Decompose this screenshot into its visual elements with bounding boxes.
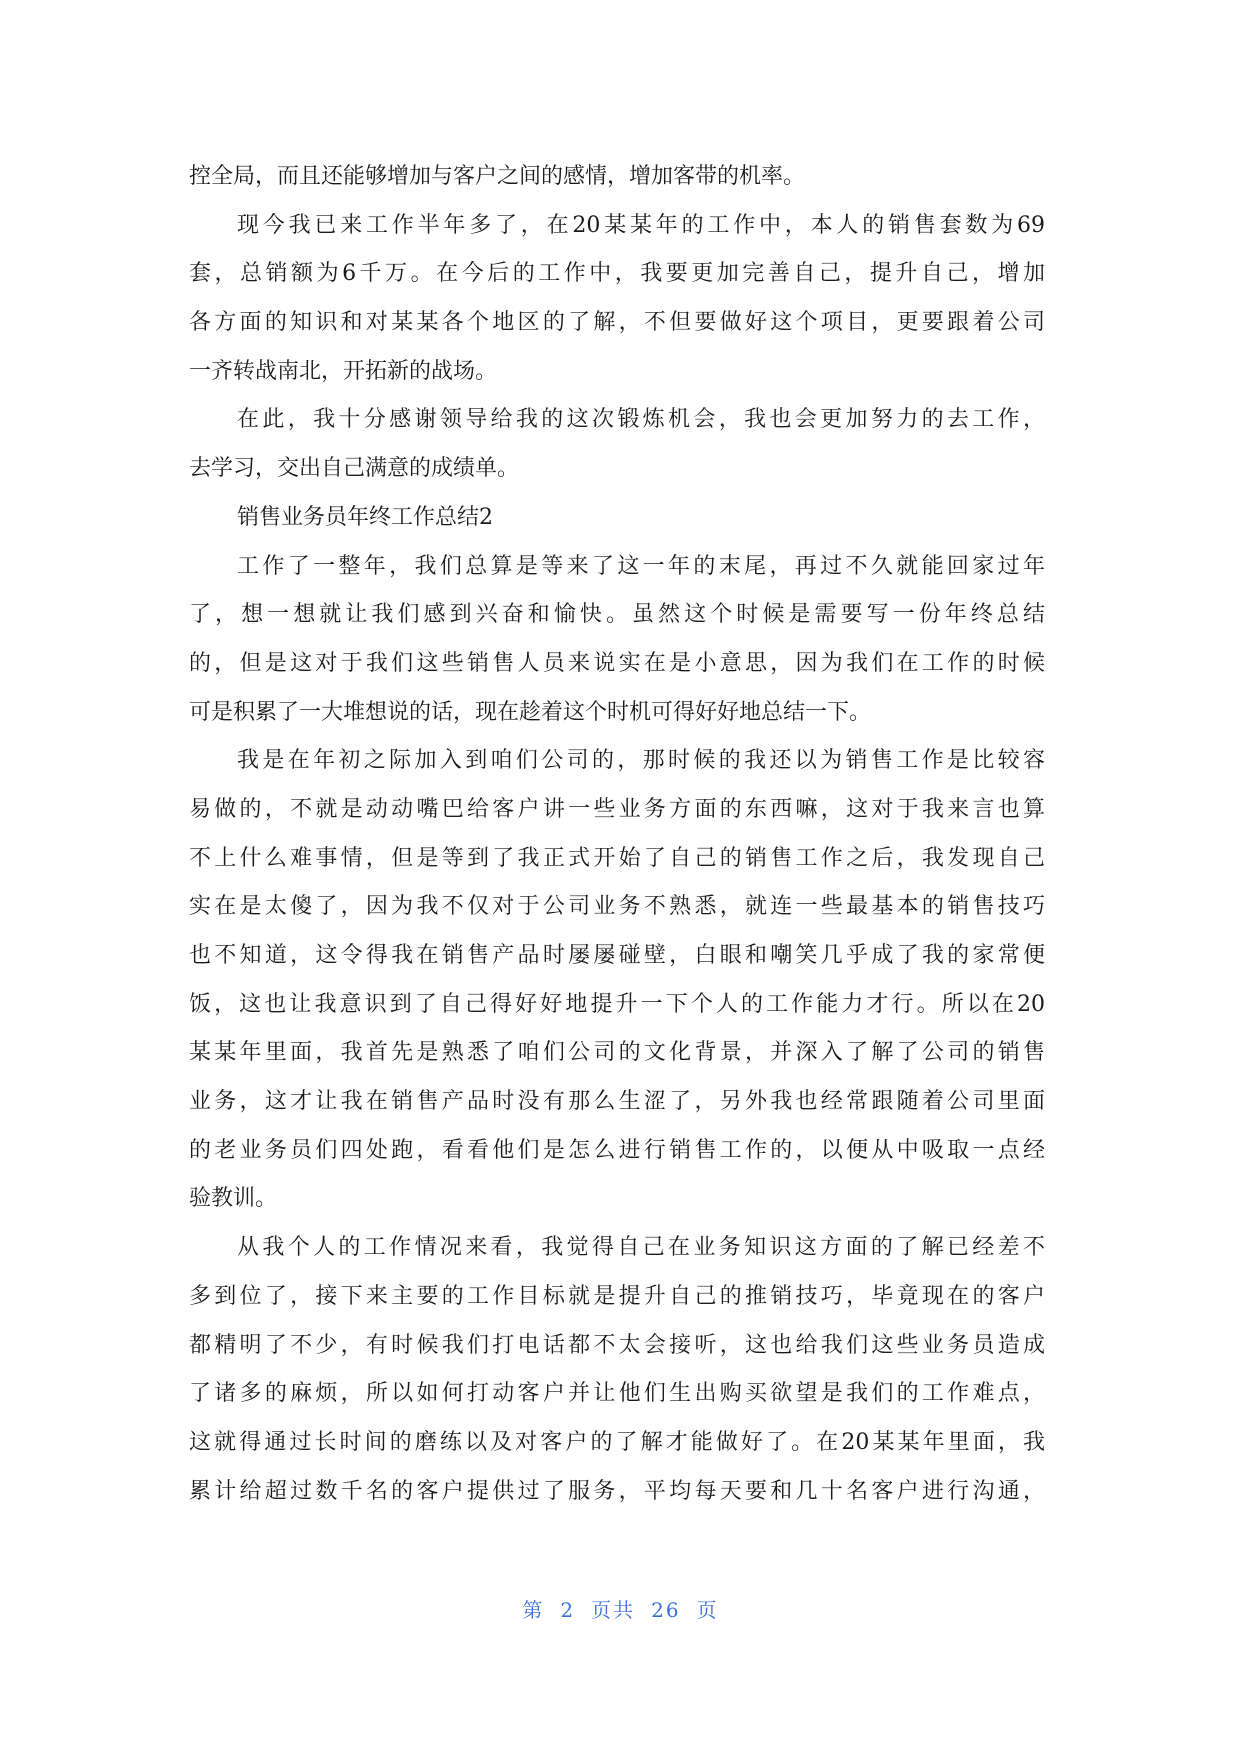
page-number-prefix: 第 [522, 1598, 545, 1622]
text-line: 都精明了不少，有时候我们打电话都不太会接听，这也给我们这些业务员造成 [189, 1332, 1045, 1358]
text-line: 现今我已来工作半年多了，在20某某年的工作中，本人的销售套数为69 [237, 212, 1045, 238]
text-line: 我是在年初之际加入到咱们公司的，那时候的我还以为销售工作是比较容 [237, 748, 1045, 774]
text-line: 控全局，而且还能够增加与客户之间的感情，增加客带的机率。 [189, 164, 806, 189]
text-line: 这就得通过长时间的磨练以及对客户的了解才能做好了。在20某某年里面，我 [189, 1429, 1045, 1455]
page-number-suffix: 页 [696, 1598, 719, 1622]
current-page-number: 2 [560, 1598, 576, 1622]
text-line: 可是积累了一大堆想说的话，现在趁着这个时机可得好好地总结一下。 [189, 699, 872, 725]
text-line: 的老业务员们四处跑，看看他们是怎么进行销售工作的，以便从中吸取一点经 [189, 1137, 1045, 1163]
text-line: 工作了一整年，我们总算是等来了这一年的末尾，再过不久就能回家过年 [237, 553, 1045, 579]
text-line: 多到位了，接下来主要的工作目标就是提升自己的推销技巧，毕竟现在的客户 [189, 1283, 1045, 1309]
text-line: 一齐转战南北，开拓新的战场。 [189, 358, 498, 384]
text-line: 不上什么难事情，但是等到了我正式开始了自己的销售工作之后，我发现自己 [189, 845, 1045, 871]
text-line: 各方面的知识和对某某各个地区的了解，不但要做好这个项目，更要跟着公司 [189, 310, 1045, 336]
text-line: 了，想一想就让我们感到兴奋和愉快。虽然这个时候是需要写一份年终总结 [189, 602, 1045, 628]
text-line: 累计给超过数千名的客户提供过了服务，平均每天要和几十名客户进行沟通， [189, 1478, 1045, 1504]
text-line: 去学习，交出自己满意的成绩单。 [189, 456, 520, 482]
page-number-middle: 页共 [591, 1598, 636, 1622]
text-line: 实在是太傻了，因为我不仅对于公司业务不熟悉，就连一些最基本的销售技巧 [189, 894, 1045, 920]
text-line: 套，总销额为6千万。在今后的工作中，我要更加完善自己，提升自己，增加 [189, 261, 1045, 287]
text-line: 了诸多的麻烦，所以如何打动客户并让他们生出购买欲望是我们的工作难点， [189, 1381, 1045, 1407]
text-line: 的，但是这对于我们这些销售人员来说实在是小意思，因为我们在工作的时候 [189, 650, 1045, 676]
page-footer [0, 1594, 1241, 1623]
text-line: 在此，我十分感谢领导给我的这次锻炼机会，我也会更加努力的去工作， [237, 407, 1045, 433]
text-line: 易做的，不就是动动嘴巴给客户讲一些业务方面的东西嘛，这对于我来言也算 [189, 796, 1045, 822]
text-line: 饭，这也让我意识到了自己得好好地提升一下个人的工作能力才行。所以在20 [189, 991, 1045, 1017]
text-line: 从我个人的工作情况来看，我觉得自己在业务知识这方面的了解已经差不 [237, 1235, 1045, 1261]
document-body [189, 153, 1045, 1516]
text-line: 也不知道，这令得我在销售产品时屡屡碰壁，白眼和嘲笑几乎成了我的家常便 [189, 943, 1045, 968]
text-line: 某某年里面，我首先是熟悉了咱们公司的文化背景，并深入了解了公司的销售 [189, 1040, 1045, 1066]
text-line: 业务，这才让我在销售产品时没有那么生涩了，另外我也经常跟随着公司里面 [189, 1089, 1045, 1115]
text-line: 销售业务员年终工作总结2 [237, 504, 493, 530]
total-page-count: 26 [651, 1598, 681, 1622]
text-line: 验教训。 [189, 1186, 278, 1212]
